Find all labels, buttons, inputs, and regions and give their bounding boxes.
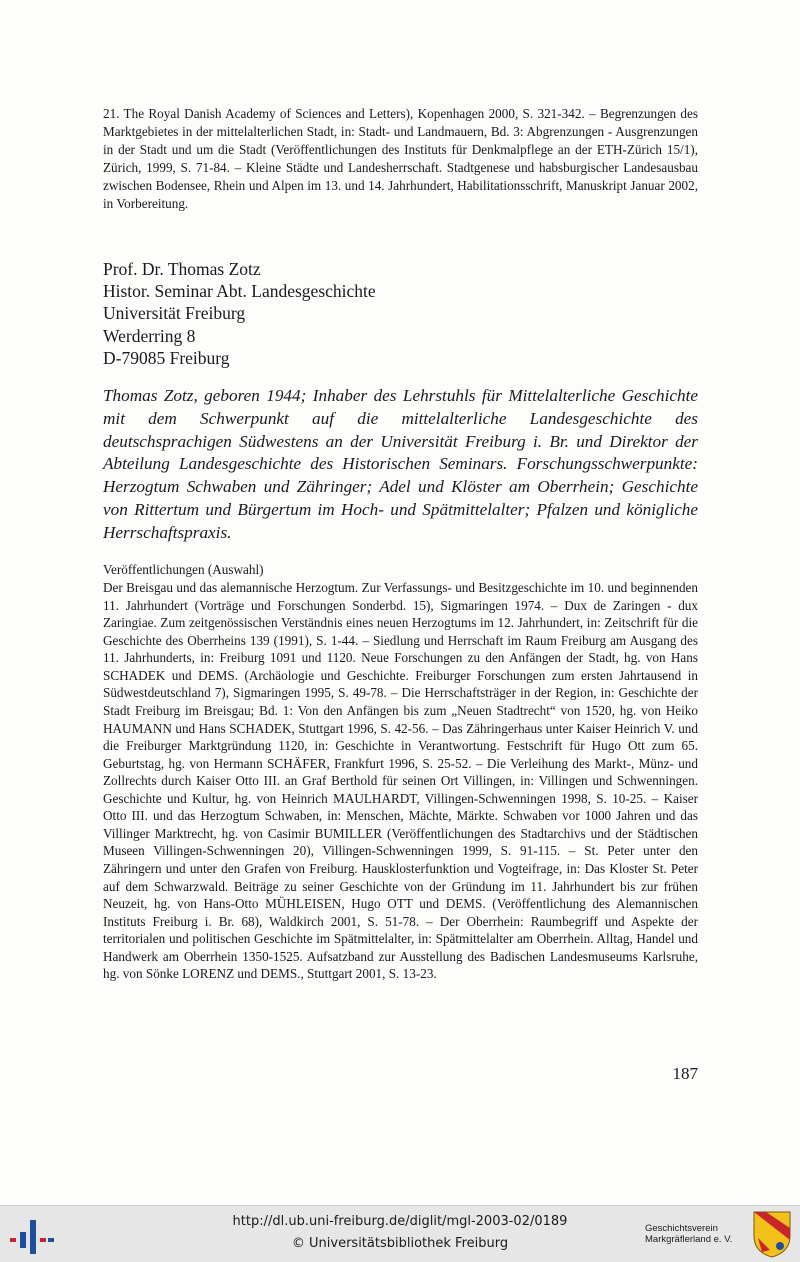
document-url-link[interactable]: http://dl.ub.uni-freiburg.de/diglit/mgl-2003-02/0189 [232,1214,568,1229]
top-paragraph: 21. The Royal Danish Academy of Sciences and Letters), Kopenhagen 2000, S. 321-342. – Begrenzungen des Marktgebietes in der mittelalterlichen Stadt, in: Stadt- und Landmauern, Bd. 3: Abgrenzungen - Ausgrenzungen in der Stadt und um die Stadt (Veröffentlichungen des Instituts für Denkmalpflege an der ETH-Zürich 15/1), Zürich, 1999, S. 71-84. – Kleine Städte und Landesherrschaft. Stadtgenese und habsburgischer Landesausbau zwischen Bodensee, Rhein und Alpen im 13. und 14. Jahrhundert, Habilitationsschrift, Manuskript Januar 2002, in Vorbereitung. [103,106,698,211]
association-line-1: Geschichtsverein [645,1223,718,1234]
author-biography: Thomas Zotz, geboren 1944; Inhaber des Lehrstuhls für Mittelalterliche Geschichte mit dem Schwerpunkt auf die mittelalterliche Landesgeschichte des deutschsprachigen Südwestens an der Universität Freiburg i. Br. und Direktor der Abteilung Landesgeschichte des Historischen Seminars. Forschungsschwerpunkte: Herzogtum Schwaben und Zähringer; Adel und Klöster am Oberrhein; Geschichte von Rittertum und Bürgertum im Hoch- und Spätmittelalter; Pfalzen und königliche Herrschaftspraxis. [103,386,698,542]
author-university: Universität Freiburg [103,303,246,324]
coat-of-arms-icon[interactable] [752,1210,792,1258]
viewer-footer [0,1205,800,1262]
author-city: D-79085 Freiburg [103,347,230,368]
publications-list: Der Breisgau und das alemannische Herzogtum. Zur Verfassungs- und Besitzgeschichte im 10. und beginnenden 11. Jahrhundert (Vorträge und Forschungen Sonderbd. 15), Sigmaringen 1974. – Dux de Zaringen - dux Zaringiae. Zum zeitgenössischen Verständnis eines neuen Herzogtums im 12. Jahrhundert, in: Zeitschrift für die Geschichte des Oberrheins 139 (1991), S. 1-44. – Siedlung und Herrschaft im Raum Freiburg am Ausgang des 11. Jahrhunderts, in: Freiburg 1091 und 1120. Neue Forschungen zu den Anfängen der Stadt, hg. von Hans SCHADEK und DEMS. (Archäologie und Geschichte. Freiburger Forschungen zum ersten Jahrtausend in Südwestdeutschland 7), Sigmaringen 1995, S. 49-78. – Die Herrschaftsträger in der Region, in: Geschichte der Stadt Freiburg im Breisgau; Bd. 1: Von den Anfängen bis zum „Neuen Stadtrecht“ von 1520, hg. von Heiko HAUMANN und Hans SCHADEK, Stuttgart 1996, S. 42-56. – Das Zähringerhaus unter Kaiser Heinrich V. und die Freiburger Marktgründung 1120, in: Geschichte in Verantwortung. Festschrift für Hugo Ott zum 65. Geburtstag, hg. von Hermann SCHÄFER, Frankfurt 1996, S. 25-52. – Die Verleihung des Markt-, Münz- und Zollrechts durch Kaiser Otto III. an Graf Berthold für seinen Ort Villingen, in: Villingen und Schwenningen. Geschichte und Kultur, hg. von Heinrich MAULHARDT, Villingen-Schwenningen 1998, S. 10-25. – Kaiser Otto III. und das Herzogtum Schwaben, in: Menschen, Mächte, Märkte. Schwaben vor 1000 Jahren und das Villinger Marktrecht, hg. von Casimir BUMILLER (Veröffentlichungen des Stadtarchivs und der Städtischen Museen Villingen-Schwenningen 20), Villingen-Schwenningen 1999, S. 91-115. – St. Peter unter den Zähringern und unter den Grafen von Freiburg. Hausklosterfunktion und Vogteifrage, in: Das Kloster St. Peter auf dem Schwarzwald. Beiträge zu seiner Geschichte von der Gründung im 11. Jahrhundert bis zur frühen Neuzeit, hg. von Hans-Otto MÜHLEISEN, Hugo OTT und DEMS. (Veröffentlichung des Alemannischen Instituts Freiburg i. Br. 68), Waldkirch 2001, S. 51-78. – Der Oberrhein: Raumbegriff und Aspekte der territorialen und politischen Geschichte im Spätmittelalter, in: Spätmittelalter am Oberrhein. Alltag, Handel und Handwerk am Oberrhein 1350-1525. Aufsatzband zur Ausstellung des Badischen Landesmuseums Karlsruhe, hg. von Sönke LORENZ und DEMS., Stuttgart 2001, S. 13-23. [103,580,698,982]
page-number: 187 [672,1064,698,1083]
association-name [645,1223,750,1245]
copyright-notice: © Universitätsbibliothek Freiburg [291,1236,509,1251]
author-address [103,258,698,369]
publications-heading: Veröffentlichungen (Auswahl) [103,562,264,577]
author-name: Prof. Dr. Thomas Zotz [103,259,261,279]
author-department: Histor. Seminar Abt. Landesgeschichte [103,281,376,302]
association-line-2: Markgräflerland e. V. [645,1234,733,1245]
author-street: Werderring 8 [103,325,196,346]
ub-freiburg-logo-icon[interactable] [10,1214,54,1254]
